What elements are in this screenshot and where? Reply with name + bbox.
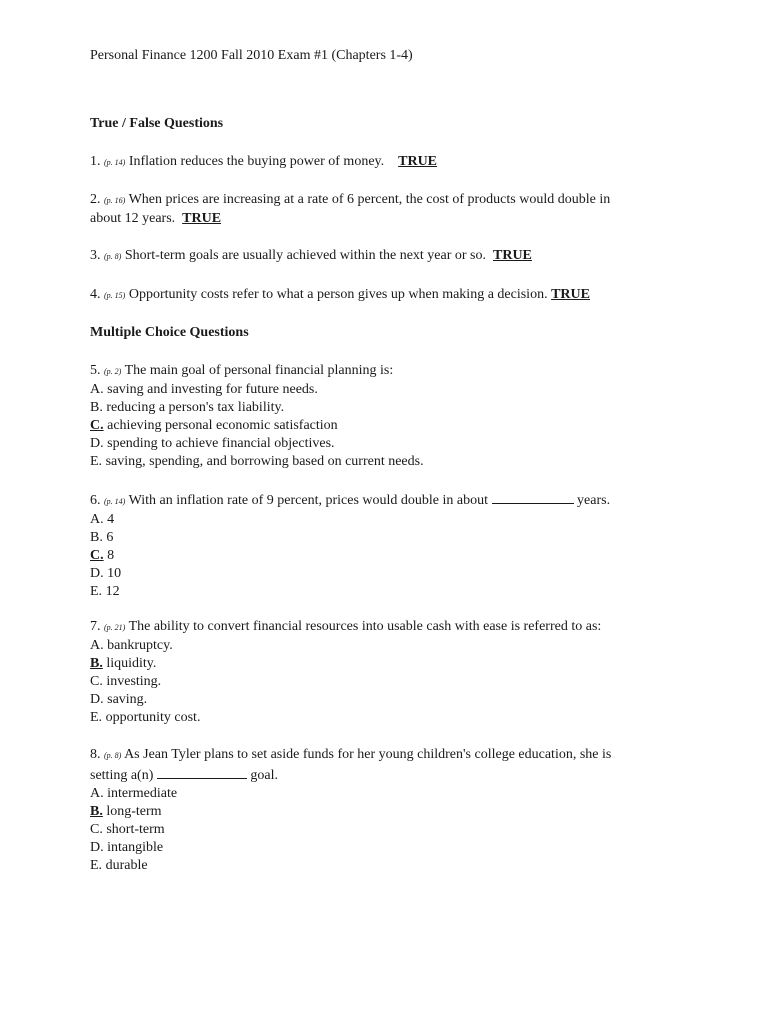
- page-ref: (p. 14): [104, 158, 126, 167]
- option-b-correct: B. long-term: [90, 804, 162, 819]
- mc-heading: Multiple Choice Questions: [90, 325, 249, 340]
- tf-question-3: [90, 247, 690, 266]
- question-text: about 12 years.: [90, 211, 176, 226]
- page-ref: (p. 8): [104, 252, 122, 261]
- question-stem-end: years.: [577, 493, 611, 508]
- question-number: 1.: [90, 154, 101, 169]
- question-text: Short-term goals are usually achieved within the next year or so.: [124, 248, 486, 263]
- mc-question-8: [90, 746, 690, 875]
- question-text: When prices are increasing at a rate of 6 percent, the cost of products would double in: [128, 192, 611, 207]
- tf-heading: True / False Questions: [90, 116, 224, 131]
- question-stem: The main goal of personal financial planning is:: [124, 363, 394, 378]
- option-e: E. durable: [90, 858, 148, 873]
- option-e: E. opportunity cost.: [90, 710, 201, 725]
- option-c: C. investing.: [90, 674, 162, 689]
- option-c-correct: C. 8: [90, 548, 115, 563]
- option-d: D. saving.: [90, 692, 148, 707]
- page-ref: (p. 2): [104, 367, 122, 376]
- answer-true: TRUE: [493, 248, 532, 263]
- option-c: C. short-term: [90, 822, 165, 837]
- page-title: Personal Finance 1200 Fall 2010 Exam #1 (Chapters 1-4): [90, 48, 413, 63]
- page-ref: (p. 21): [104, 623, 126, 632]
- question-text: Opportunity costs refer to what a person gives up when making a decision.: [128, 287, 548, 302]
- question-number: 2.: [90, 192, 101, 207]
- option-b-correct: B. liquidity.: [90, 656, 157, 671]
- option-d: D. intangible: [90, 840, 164, 855]
- option-e: E. saving, spending, and borrowing based on current needs.: [90, 454, 424, 469]
- page-ref: (p. 8): [104, 751, 122, 760]
- option-a: A. saving and investing for future needs.: [90, 382, 318, 397]
- question-stem: setting a(n): [90, 768, 154, 783]
- option-a: A. bankruptcy.: [90, 638, 173, 653]
- question-number: 4.: [90, 287, 101, 302]
- question-stem: With an inflation rate of 9 percent, prices would double in about: [128, 493, 489, 508]
- tf-question-4: [90, 286, 690, 305]
- question-number: 8.: [90, 747, 101, 762]
- option-a: A. intermediate: [90, 786, 178, 801]
- mc-question-7: [90, 618, 690, 727]
- option-a: A. 4: [90, 512, 115, 527]
- question-number: 6.: [90, 493, 101, 508]
- page-ref: (p. 14): [104, 497, 126, 506]
- tf-question-2: [90, 191, 690, 228]
- page-ref: (p. 15): [104, 291, 126, 300]
- page-ref: (p. 16): [104, 196, 126, 205]
- answer-blank: [157, 765, 247, 779]
- option-c-correct: C. achieving personal economic satisfaction: [90, 418, 338, 433]
- question-stem: The ability to convert financial resources into usable cash with ease is referred to as:: [128, 619, 602, 634]
- tf-question-1: [90, 153, 690, 172]
- option-d: D. spending to achieve financial objectives.: [90, 436, 335, 451]
- answer-blank: [492, 490, 574, 504]
- question-text: Inflation reduces the buying power of money.: [128, 154, 385, 169]
- question-number: 7.: [90, 619, 101, 634]
- question-stem-end: goal.: [250, 768, 278, 783]
- answer-true: TRUE: [551, 287, 590, 302]
- option-b: B. 6: [90, 530, 114, 545]
- question-number: 3.: [90, 248, 101, 263]
- question-number: 5.: [90, 363, 101, 378]
- question-stem: As Jean Tyler plans to set aside funds for her young children's college education, she is: [124, 747, 612, 762]
- mc-question-6: [90, 490, 690, 601]
- answer-true: TRUE: [398, 154, 438, 169]
- mc-question-5: [90, 362, 690, 471]
- option-e: E. 12: [90, 584, 120, 599]
- answer-true: TRUE: [182, 211, 222, 226]
- option-d: D. 10: [90, 566, 122, 581]
- option-b: B. reducing a person's tax liability.: [90, 400, 285, 415]
